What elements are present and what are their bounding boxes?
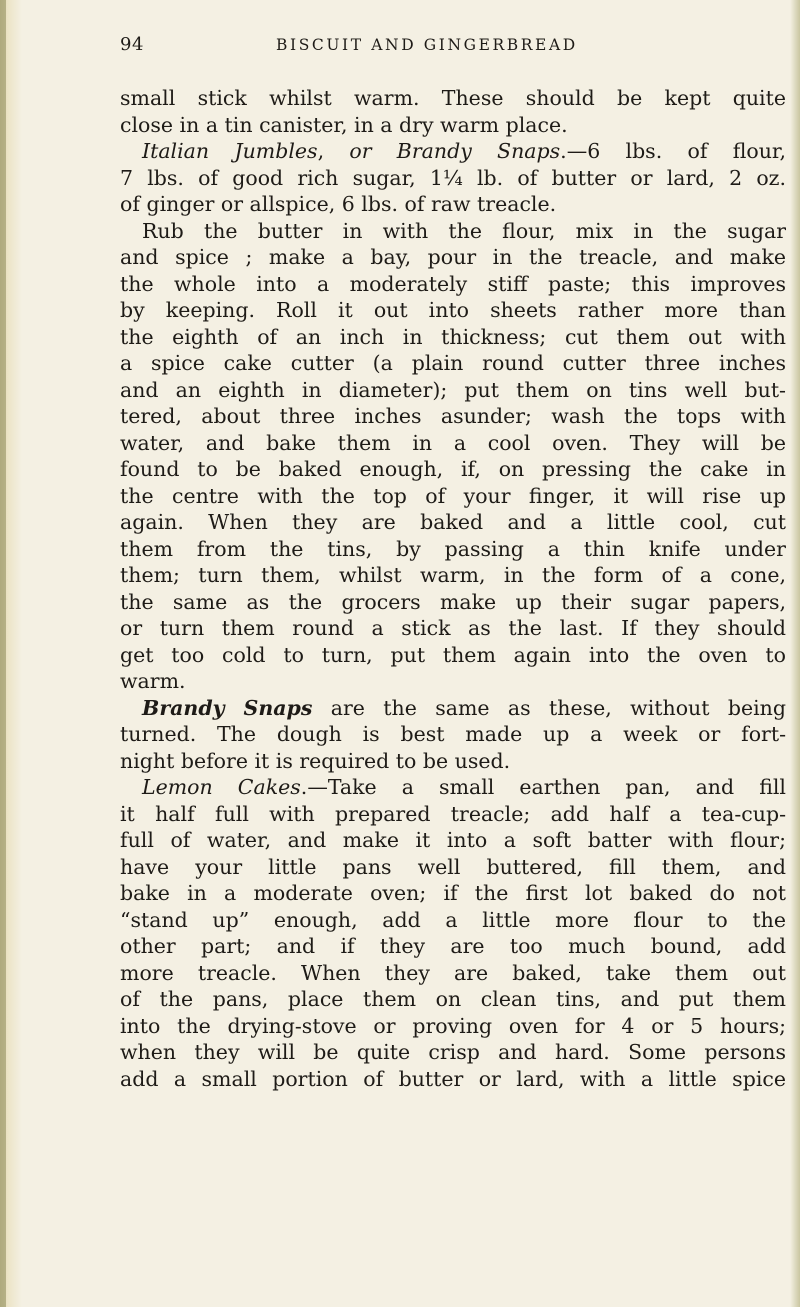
- text-run: the centre with the top of your finger, it will rise up: [120, 483, 786, 508]
- text-line: [120, 430, 786, 457]
- text-run: bake in a moderate oven; if the first lot baked do not: [120, 881, 786, 905]
- text-line: [120, 774, 786, 801]
- text-run: warm.: [120, 669, 186, 693]
- text-run: water, and bake them in a cool oven. They will be: [120, 430, 786, 455]
- text-run: by keeping. Roll it out into sheets rather more than: [120, 298, 786, 322]
- text-line: [120, 244, 786, 271]
- text-line: [120, 403, 786, 430]
- text-line: [120, 801, 786, 828]
- page-edge-right: [790, 0, 800, 1307]
- emphasis-text: Lemon Cakes: [142, 775, 301, 799]
- text-run: have your little pans well buttered, fill them, and: [120, 854, 786, 879]
- text-run: more treacle. When they are baked, take them out: [120, 960, 786, 985]
- text-run: night before it is required to be used.: [120, 748, 511, 773]
- emphasis-text: Italian Jumbles: [142, 139, 318, 163]
- text-run: into the drying-stove or proving oven for 4 or 5 hours;: [120, 1013, 786, 1038]
- text-line: [120, 1039, 786, 1066]
- text-line: [120, 165, 786, 192]
- text-run: them; turn them, whilst warm, in the form of a cone,: [120, 563, 786, 587]
- text-run: of ginger or allspice, 6 lbs. of raw treacle.: [120, 192, 557, 216]
- text-line: [120, 509, 786, 536]
- text-line: [120, 85, 786, 112]
- text-line: [120, 854, 786, 881]
- text-run: full of water, and make it into a soft batter with flour;: [120, 828, 786, 852]
- text-run: Rub the butter in with the flour, mix in the sugar: [142, 218, 786, 243]
- text-run: 7 lbs. of good rich sugar, 1¼ lb. of butter or lard, 2 oz.: [120, 165, 786, 190]
- text-run: small stick whilst warm. These should be kept quite: [120, 86, 786, 110]
- text-line: [120, 112, 786, 139]
- text-line: [120, 562, 786, 589]
- text-line: [120, 642, 786, 669]
- text-run: ,: [317, 139, 350, 163]
- text-run: “stand up” enough, add a little more flour to the: [120, 907, 786, 932]
- text-run: close in a tin canister, in a dry warm place.: [120, 112, 568, 137]
- binding-shadow: [0, 0, 6, 1307]
- text-run: and an eighth in diameter); put them on tins well but-: [120, 377, 786, 402]
- text-line: [120, 615, 786, 642]
- text-run: them from the tins, by passing a thin knife under: [120, 536, 786, 561]
- text-line: [120, 589, 786, 616]
- text-run: it half full with prepared treacle; add half a tea-cup-: [120, 801, 786, 826]
- text-run: .—6 lbs. of flour,: [560, 139, 786, 163]
- text-run: the same as the grocers make up their sugar papers,: [120, 589, 786, 614]
- text-line: [120, 377, 786, 404]
- text-line: [120, 218, 786, 245]
- text-line: [120, 880, 786, 907]
- text-run: when they will be quite crisp and hard. Some persons: [120, 1040, 786, 1064]
- emphasis-text: Brandy Snaps: [142, 695, 313, 720]
- text-run: other part; and if they are too much bound, add: [120, 934, 786, 958]
- page-number: 94: [120, 34, 144, 55]
- text-line: [120, 191, 786, 218]
- text-line: [120, 297, 786, 324]
- text-run: the eighth of an inch in thickness; cut them out with: [120, 324, 786, 349]
- text-run: .—Take a small earthen pan, and fill: [300, 775, 786, 799]
- text-line: [120, 748, 786, 775]
- text-run: or turn them round a stick as the last. If they should: [120, 616, 786, 640]
- text-run: of the pans, place them on clean tins, and put them: [120, 987, 786, 1011]
- text-line: [120, 960, 786, 987]
- emphasis-text: or Brandy Snaps: [349, 139, 561, 163]
- text-run: again. When they are baked and a little cool, cut: [120, 510, 786, 534]
- text-run: turned. The dough is best made up a week or fort-: [120, 722, 786, 746]
- page-heading: BISCUIT AND GINGERBREAD: [276, 36, 578, 54]
- text-line: [120, 138, 786, 165]
- text-line: [120, 536, 786, 563]
- running-head: [120, 28, 786, 58]
- text-line: [120, 668, 786, 695]
- text-run: a spice cake cutter (a plain round cutter three inches: [120, 351, 786, 375]
- text-line: [120, 986, 786, 1013]
- text-line: [120, 483, 786, 510]
- text-run: found to be baked enough, if, on pressing the cake in: [120, 457, 786, 481]
- text-line: [120, 695, 786, 722]
- text-line: [120, 933, 786, 960]
- text-line: [120, 456, 786, 483]
- text-run: the whole into a moderately stiff paste; this improves: [120, 271, 786, 296]
- text-line: [120, 907, 786, 934]
- text-run: tered, about three inches asunder; wash the tops with: [120, 404, 786, 428]
- text-run: and spice ; make a bay, pour in the treacle, and make: [120, 245, 786, 269]
- text-line: [120, 1013, 786, 1040]
- text-run: add a small portion of butter or lard, with a little spice: [120, 1066, 786, 1091]
- text-line: [120, 1066, 786, 1093]
- text-run: are the same as these, without being: [312, 695, 786, 720]
- text-line: [120, 827, 786, 854]
- text-run: get too cold to turn, put them again into the oven to: [120, 642, 786, 667]
- text-line: [120, 721, 786, 748]
- text-line: [120, 350, 786, 377]
- text-line: [120, 324, 786, 351]
- text-line: [120, 271, 786, 298]
- body-text: [120, 85, 786, 1092]
